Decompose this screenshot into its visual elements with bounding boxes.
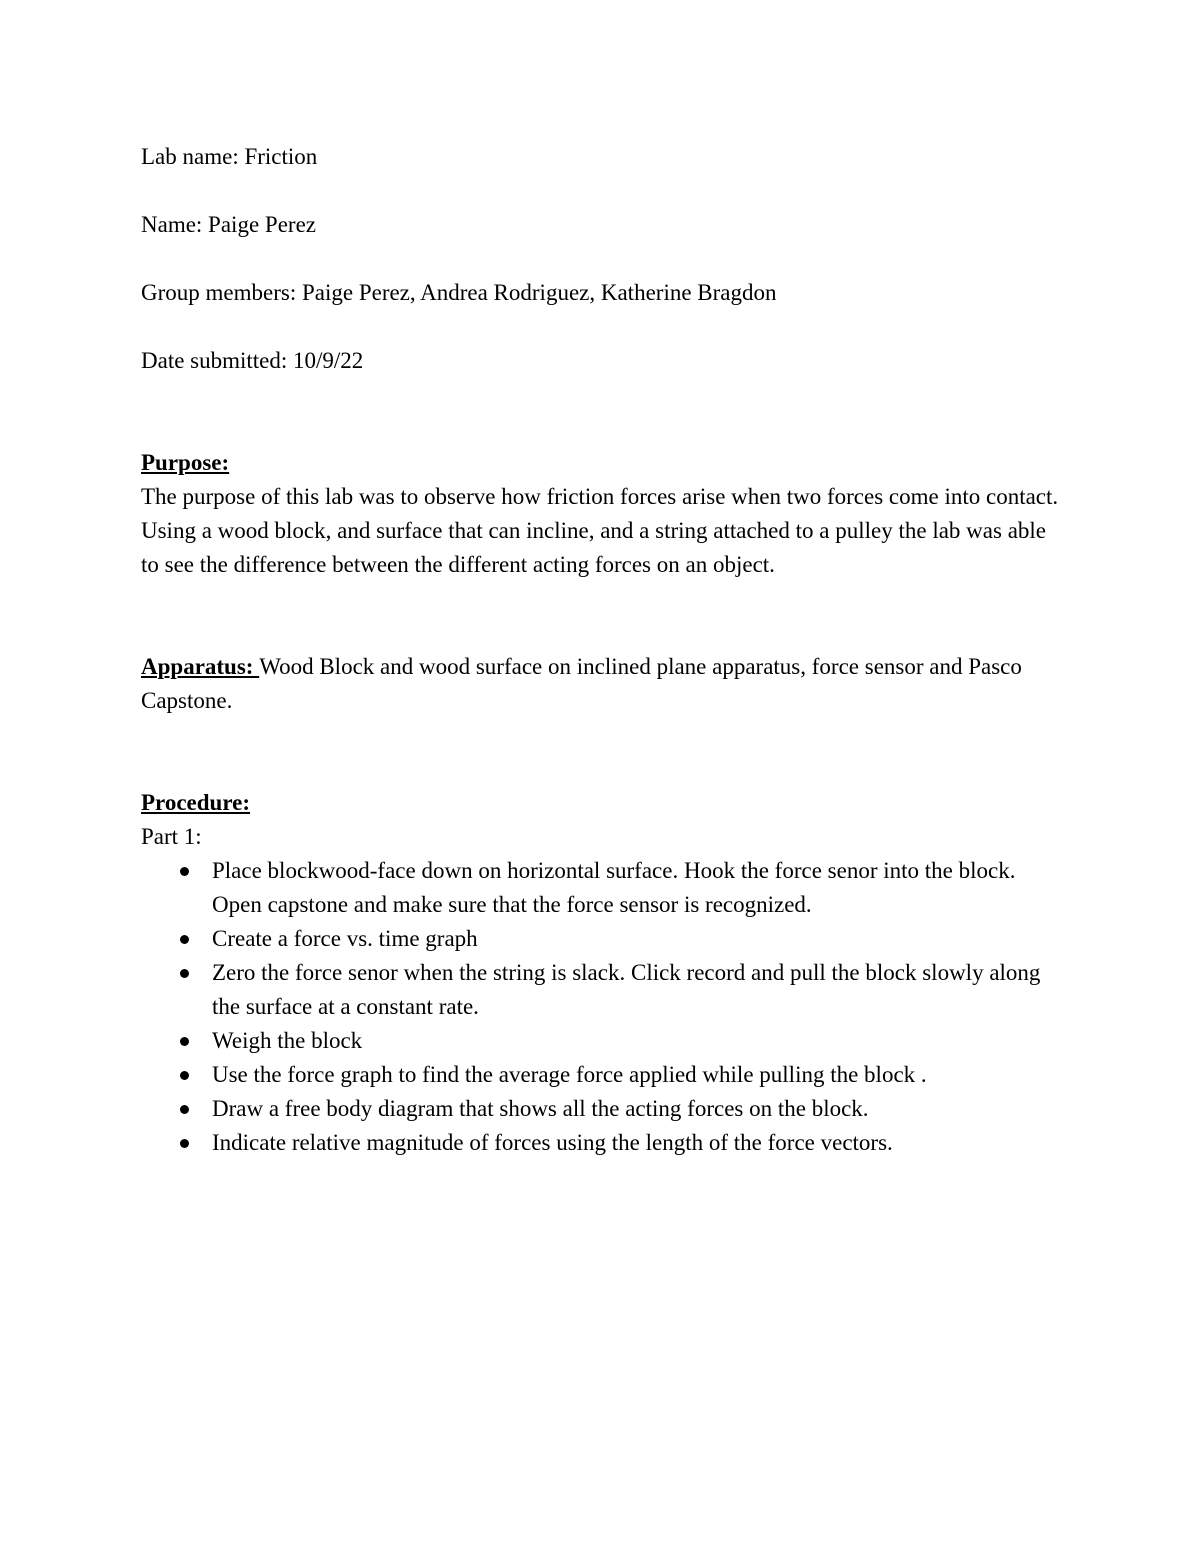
purpose-section xyxy=(141,446,1061,582)
procedure-step xyxy=(212,854,1061,922)
bullet-icon xyxy=(180,1037,189,1046)
procedure-heading: Procedure: xyxy=(141,790,251,815)
group-members-line: Group members: Paige Perez, Andrea Rodriguez, Katherine Bragdon xyxy=(141,280,777,305)
part-1-label: Part 1: xyxy=(141,824,202,849)
bullet-icon xyxy=(180,969,189,978)
procedure-step-text: Place blockwood-face down on horizontal surface. Hook the force senor into the block. Open capstone and make sure that the force sensor is recognized. xyxy=(212,858,1016,917)
apparatus-paragraph xyxy=(141,650,1061,718)
date-submitted-line: Date submitted: 10/9/22 xyxy=(141,348,364,373)
apparatus-text: Wood Block and wood surface on inclined plane apparatus, force sensor and Pasco Capstone. xyxy=(141,654,1022,713)
student-name-line: Name: Paige Perez xyxy=(141,212,316,237)
procedure-step xyxy=(212,922,1061,956)
procedure-step xyxy=(212,956,1061,1024)
procedure-step-text: Zero the force senor when the string is slack. Click record and pull the block slowly along the surface at a constant rate. xyxy=(212,960,1041,1019)
bullet-icon xyxy=(180,867,189,876)
procedure-step xyxy=(212,1092,1061,1126)
purpose-heading: Purpose: xyxy=(141,450,230,475)
procedure-step-text: Draw a free body diagram that shows all the acting forces on the block. xyxy=(212,1096,869,1121)
procedure-step xyxy=(212,1058,1061,1092)
procedure-section xyxy=(141,786,1061,1160)
bullet-icon xyxy=(180,1105,189,1114)
purpose-text: The purpose of this lab was to observe how friction forces arise when two forces come into contact. Using a wood block, and surface that can incline, and a string attached to a pulley the lab was able to see the difference between the different acting forces on an object. xyxy=(141,484,1059,577)
document-content xyxy=(141,140,1061,1160)
lab-name-line: Lab name: Friction xyxy=(141,144,318,169)
procedure-step-text: Indicate relative magnitude of forces using the length of the force vectors. xyxy=(212,1130,893,1155)
procedure-step xyxy=(212,1024,1061,1058)
procedure-step-text: Create a force vs. time graph xyxy=(212,926,478,951)
apparatus-heading: Apparatus: xyxy=(141,654,260,679)
procedure-step-text: Use the force graph to find the average force applied while pulling the block . xyxy=(212,1062,927,1087)
apparatus-section xyxy=(141,650,1061,718)
bullet-icon xyxy=(180,1139,189,1148)
procedure-step xyxy=(212,1126,1061,1160)
bullet-icon xyxy=(180,1071,189,1080)
procedure-step-text: Weigh the block xyxy=(212,1028,363,1053)
bullet-icon xyxy=(180,935,189,944)
procedure-steps-list xyxy=(141,854,1061,1160)
